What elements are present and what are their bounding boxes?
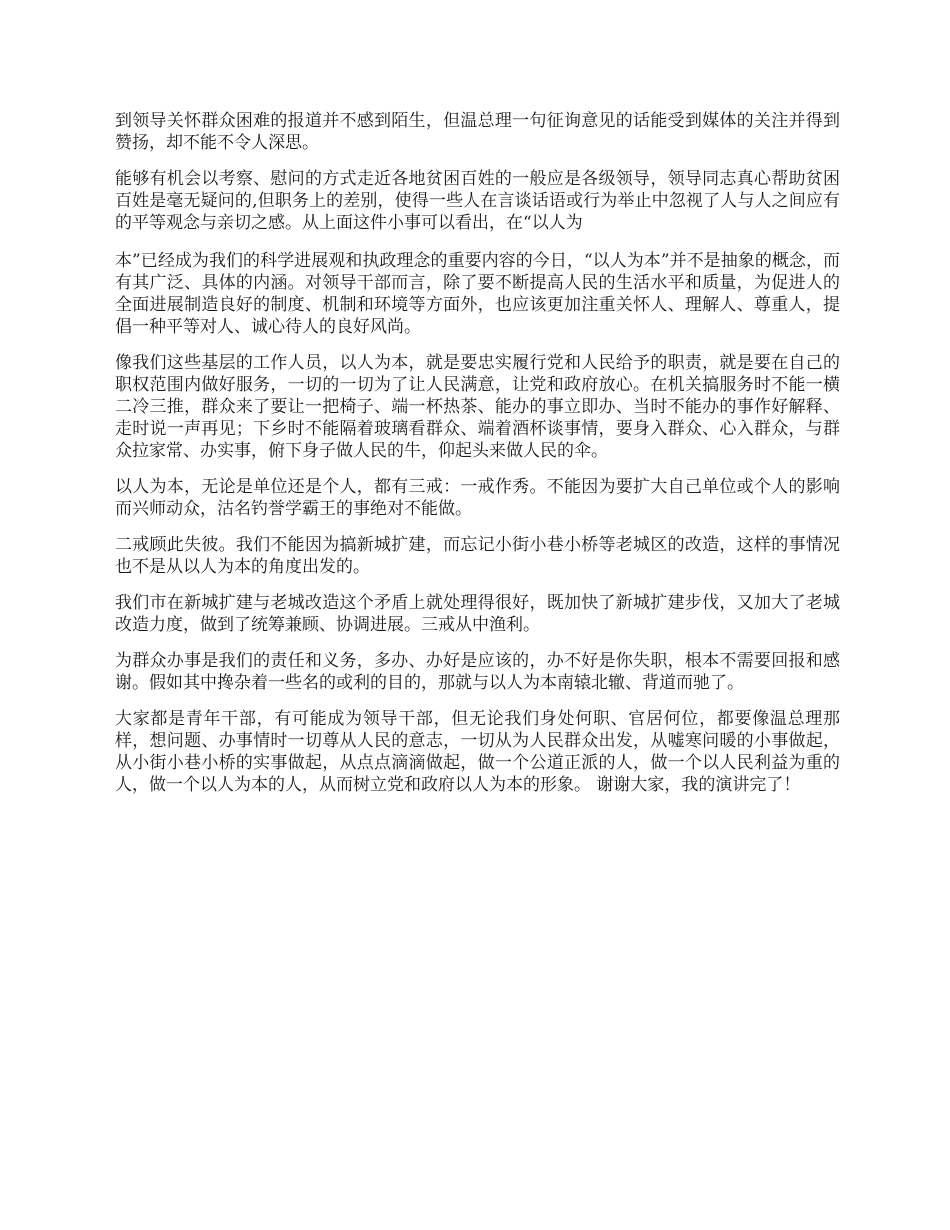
paragraph-5: 以人为本，无论是单位还是个人，都有三戒：一戒作秀。不能因为要扩大自己单位或个人的影响而兴师动众，沽名钓誉学霸王的事绝对不能做。 [115,477,840,519]
document-body [115,110,840,810]
paragraph-2: 能够有机会以考察、慰问的方式走近各地贫困百姓的一般应是各级领导，领导同志真心帮助贫困百姓是毫无疑问的,但职务上的差别，使得一些人在言谈话语或行为举止中忽视了人与人之间应有的平等观念与亲切之感。从上面这件小事可以看出，在“以人为 [115,169,840,233]
paragraph-7: 我们市在新城扩建与老城改造这个矛盾上就处理得很好，既加快了新城扩建步伐，又加大了老城改造力度，做到了统筹兼顾、协调进展。三戒从中渔利。 [115,593,840,635]
paragraph-4: 像我们这些基层的工作人员，以人为本，就是要忠实履行党和人民给予的职责，就是要在自己的职权范围内做好服务，一切的一切为了让人民满意，让党和政府放心。在机关搞服务时不能一横二冷三推，群众来了要让一把椅子、端一杯热茶、能办的事立即办、当时不能办的事作好解释、走时说一声再见；下乡时不能隔着玻璃看群众、端着酒杯谈事情，要身入群众、心入群众，与群众拉家常、办实事，俯下身子做人民的牛，仰起头来做人民的伞。 [115,353,840,461]
paragraph-9: 大家都是青年干部，有可能成为领导干部，但无论我们身处何职、官居何位，都要像温总理那样，想问题、办事情时一切尊从人民的意志，一切从为人民群众出发，从嘘寒问暖的小事做起，从小街小巷小桥的实事做起，从点点滴滴做起，做一个公道正派的人，做一个以人民利益为重的人，做一个以人为本的人，从而树立党和政府以人为本的形象。 谢谢大家，我的演讲完了！ [115,709,840,795]
paragraph-1: 到领导关怀群众困难的报道并不感到陌生，但温总理一句征询意见的话能受到媒体的关注并得到赞扬，却不能不令人深思。 [115,111,840,153]
paragraph-3: 本”已经成为我们的科学进展观和执政理念的重要内容的今日，“以人为本”并不是抽象的概念，而有其广泛、具体的内涵。对领导干部而言，除了要不断提高人民的生活水平和质量，为促进人的全面进展制造良好的制度、机制和环境等方面外，也应该更加注重关怀人、理解人、尊重人，提倡一种平等对人、诚心待人的良好风尚。 [115,251,840,337]
paragraph-6: 二戒顾此失彼。我们不能因为搞新城扩建，而忘记小街小巷小桥等老城区的改造，这样的事情况也不是从以人为本的角度出发的。 [115,535,840,577]
paragraph-8: 为群众办事是我们的责任和义务，多办、办好是应该的，办不好是你失职，根本不需要回报和感谢。假如其中搀杂着一些名的或利的目的，那就与以人为本南辕北辙、背道而驰了。 [115,651,840,693]
